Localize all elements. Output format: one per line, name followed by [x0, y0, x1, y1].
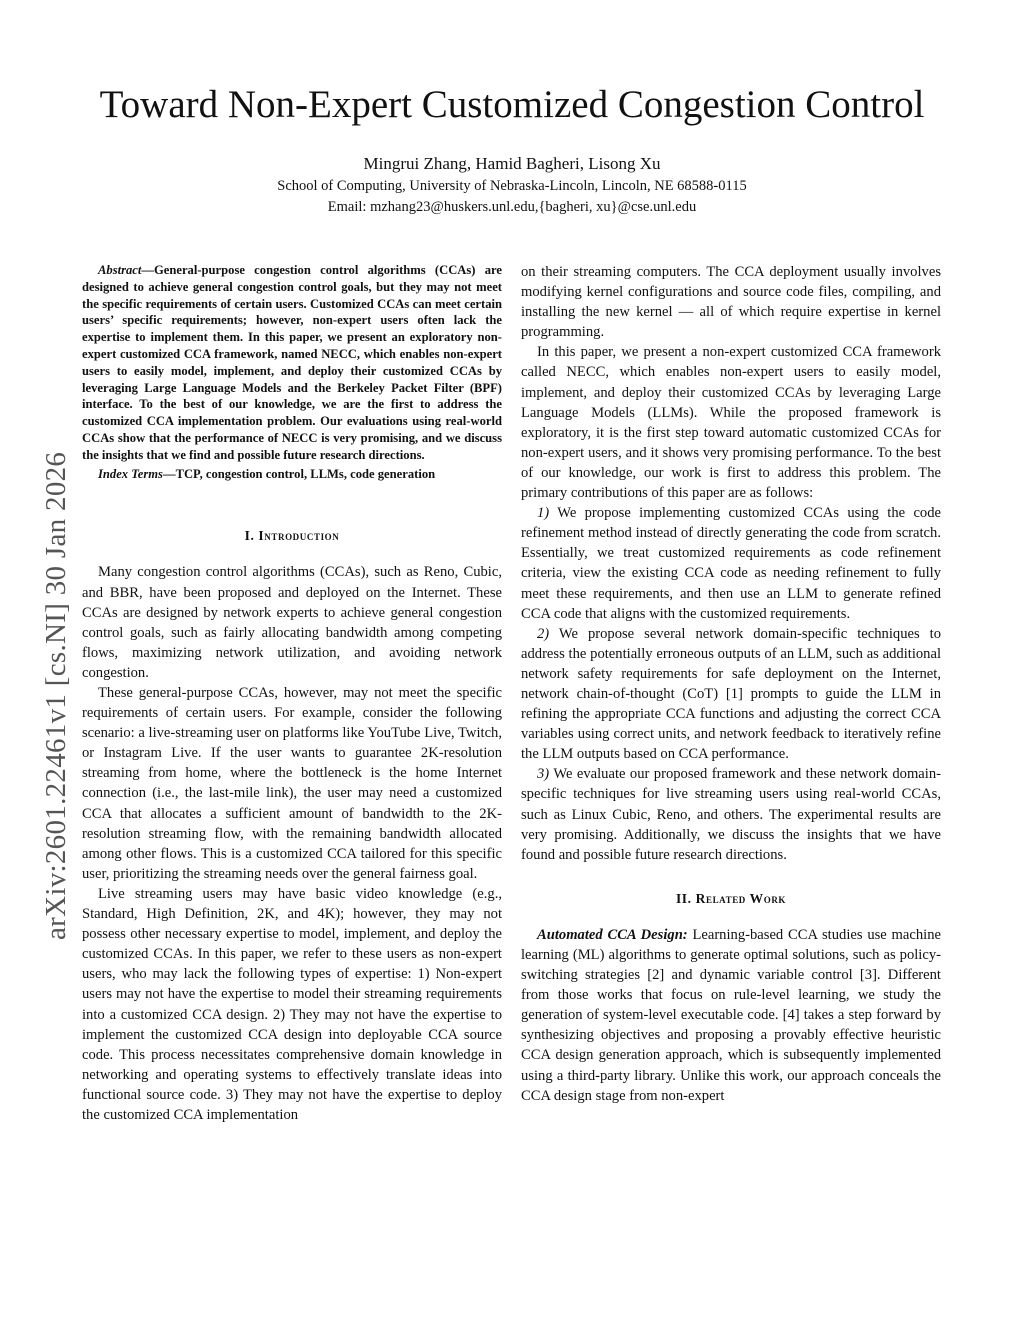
intro-paragraph-1: Many congestion control algorithms (CCAs), such as Reno, Cubic, and BBR, have been proposed and deployed on the Internet. These CCAs are designed by network experts to achieve general congestion control goals, such as fairly allocating bandwidth among competing flows, maximizing network utilization, and avoiding network congestion.	[82, 564, 502, 681]
paper-title: Toward Non-Expert Customized Congestion Control	[99, 83, 925, 126]
contribution-2-number: 2)	[537, 625, 550, 642]
related-paragraph-1	[521, 925, 941, 1106]
contribution-1	[521, 503, 941, 624]
index-terms	[82, 466, 502, 483]
intro-paragraph-4: In this paper, we present a non-expert customized CCA framework called NECC, which enables non-expert users to easily model, implement, and deploy their customized CCAs by leveraging Large Language Models (LLMs). While the proposed framework is exploratory, it is the first step toward automatic customized CCAs for non-expert users, and it shows very promising performance. To the best of our knowledge, our work is first to address this problem. The primary contributions of this paper are as follows:	[521, 344, 941, 502]
arxiv-identifier-text: arXiv:2601.22461v1 [cs.NI] 30 Jan 2026	[40, 451, 72, 940]
contribution-3-text: We evaluate our proposed framework and these network domain-specific techniques for live streaming users using real-world CCAs, such as Linux Cubic, Reno, and others. The experimental results are very promising. Additionally, we discuss the insights that we have found and possible future research directions.	[521, 766, 941, 863]
author-email: Email: mzhang23@huskers.unl.edu,{bagheri, xu}@cse.unl.edu	[327, 199, 697, 215]
abstract-label: Abstract	[98, 263, 142, 277]
affiliation: School of Computing, University of Nebraska-Lincoln, Lincoln, NE 68588-0115	[277, 178, 747, 194]
related-runin-heading: Automated CCA Design:	[537, 926, 688, 943]
contribution-1-number: 1)	[537, 505, 550, 522]
right-column	[521, 262, 941, 1106]
left-column	[82, 262, 502, 1125]
intro-paragraph-3: Live streaming users may have basic video knowledge (e.g., Standard, High Definition, 2K, and 4K); however, they may not possess other necessary expertise to model, implement, and deploy the customized CCAs. In this paper, we refer to these users as non-expert users, who may lack the following types of expertise: 1) Non-expert users may not have the expertise to model their streaming requirements into a customized CCA design. 2) They may not have the expertise to implement the customized CCA design into deployable CCA source code. This process necessitates comprehensive domain knowledge in networking and operating systems to effectively translate ideas into functional source code. 3) They may not have the expertise to deploy the customized CCA implementation	[82, 885, 502, 1123]
contribution-3-number: 3)	[537, 766, 550, 783]
index-terms-label: Index Terms	[98, 466, 163, 481]
index-terms-text: —TCP, congestion control, LLMs, code generation	[162, 466, 436, 481]
intro-paragraph-3-continued: on their streaming computers. The CCA deployment usually involves modifying kernel configurations and source code files, compiling, and installing the new kernel — all of which require expertise in kernel programming.	[521, 264, 941, 341]
contribution-3	[521, 764, 941, 864]
contribution-1-text: We propose implementing customized CCAs using the code refinement method instead of directly generating the code from scratch. Essentially, we treat customized requirements as code refinement criteria, view the existing CCA code as needing refinement to fully meet these requirements, and then use an LLM to generate refined CCA code that aligns with the customized requirements.	[521, 505, 941, 622]
intro-paragraph-2: These general-purpose CCAs, however, may not meet the specific requirements of certain users. For example, consider the following scenario: a live-streaming user on platforms like YouTube Live, Twitch, or Instagram Live. If the user wants to guarantee 2K-resolution streaming from home, where the bottleneck is the home Internet connection (i.e., the last-mile link), the user may need a customized CCA that allocates a sufficient amount of bandwidth to the 2K-resolution streaming flow, with the remaining bandwidth allocated among other flows. This is a customized CCA tailored for this specific user, prioritizing the streaming needs over the general fairness goal.	[82, 685, 502, 882]
section-heading-introduction: I. Introduction	[244, 528, 340, 544]
section-heading-related-work: II. Related Work	[675, 890, 787, 906]
author-list: Mingrui Zhang, Hamid Bagheri, Lisong Xu	[363, 154, 661, 173]
abstract-text: —General-purpose congestion control algorithms (CCAs) are designed to achieve general congestion control goals, but they may not meet the specific requirements of certain users. Customized CCAs can meet certain users’ specific requirements; however, non-expert users often lack the expertise to implement them. In this paper, we present an exploratory non-expert customized CCA framework, named NECC, which enables non-expert users to easily model, implement, and deploy their customized CCAs by leveraging Large Language Models and the Berkeley Packet Filter (BPF) interface. To the best of our knowledge, we are the first to address the customized CCA implementation problem. Our evaluations using real-world CCAs show that the performance of NECC is very promising, and we discuss the insights that we find and possible future research directions.	[82, 263, 502, 462]
contribution-2	[521, 624, 941, 765]
abstract	[82, 262, 502, 464]
contribution-2-text: We propose several network domain-specific techniques to address the potentially erroneous outputs of an LLM, such as additional network safety requirements for safe deployment on the Internet, network chain-of-thought (CoT) [1] prompts to guide the LLM in refining the appropriate CCA functions and adjusting the correct CCA variables using correct units, and network feedback to iteratively refine the LLM outputs based on CCA performance.	[521, 625, 941, 763]
related-paragraph-1-text: Learning-based CCA studies use machine learning (ML) algorithms to generate optimal solutions, such as policy-switching strategies [2] and dynamic variable control [3]. Different from those works that focus on rule-level learning, we study the generation of system-level executable code. [4] takes a step forward by synthesizing objectives and proposing a provably effective heuristic CCA design generation approach, which is subsequently implemented using a third-party library. Unlike this work, our approach conceals the CCA design stage from non-expert	[521, 926, 941, 1104]
